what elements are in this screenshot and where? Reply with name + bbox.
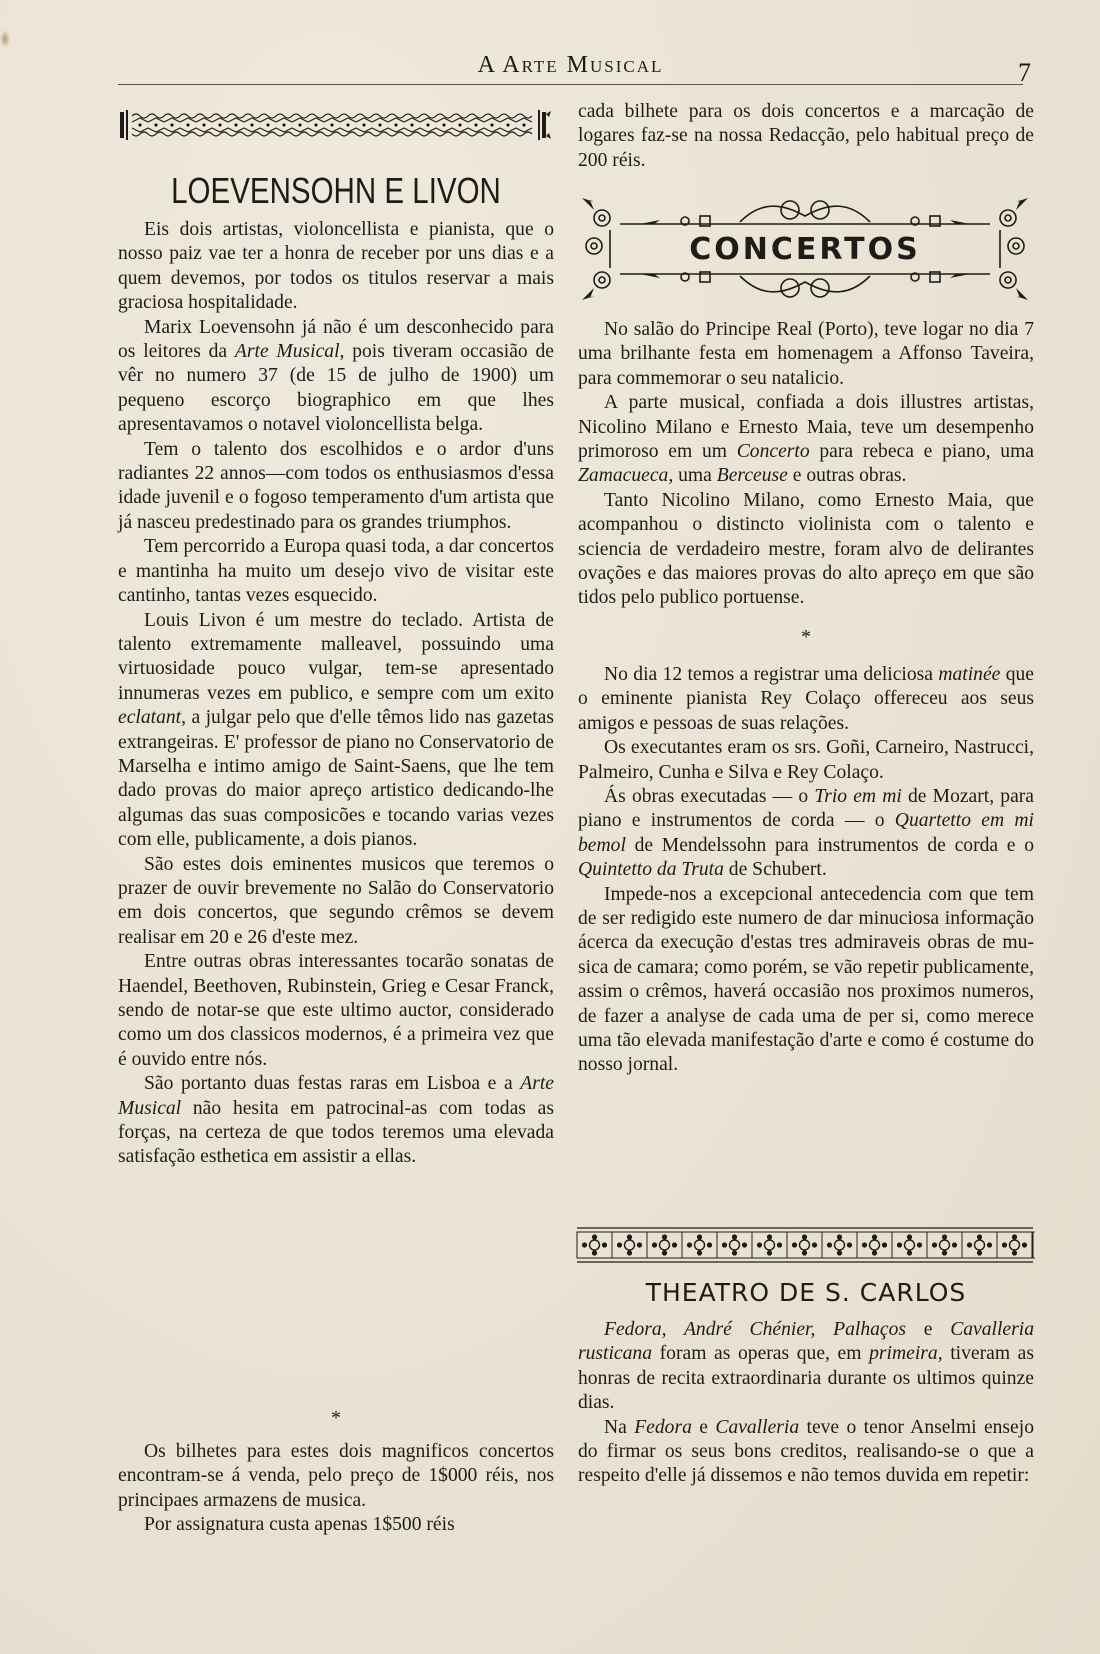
italic-title: Fedora, André Chénier, Palhaços — [604, 1319, 907, 1340]
article-headline: LOEVENSOHN E LIVON — [171, 170, 501, 211]
ornamental-band-icon — [575, 1224, 1035, 1266]
text-run: Na — [604, 1416, 635, 1438]
paragraph: Os executantes eram os srs. Goñi, Carneiro, Nastrucci, Palmeiro, Cunha e Silva e Rey Colaço. — [578, 737, 1034, 783]
italic-title: Berceuse — [716, 465, 788, 487]
article-continuation — [578, 100, 1034, 173]
text-run: São portanto duas festas raras em Lisboa e a — [144, 1073, 521, 1095]
paragraph: São estes dois eminentes musicos que teremos o prazer de ouvir brevemente no Salão do Conservatorio em dois concertos, que segundo crêmos se devem realisar em 20 e 26 d'este mez. — [118, 853, 554, 948]
paragraph: Tanto Nicolino Milano, como Ernesto Maia, que acompanhou o distincto violinista com o talento e sciencia de verdadeiro mestre, foram alvo de delirantes ovações e das maiores provas do alto apreço em que são tidos pelo publico portuense. — [578, 489, 1034, 609]
paragraph: No salão do Principe Real (Porto), teve logar no dia 7 uma brilhante festa em homenagem a Affonso Taveira, para commemorar o seu natalicio. — [578, 319, 1034, 389]
italic-title: primeira, — [869, 1343, 943, 1365]
italic-title: Zamacueca, — [578, 465, 674, 487]
paragraph — [578, 663, 1034, 736]
italic-title: Quintetto da Truta — [578, 859, 724, 881]
paragraph — [118, 609, 554, 853]
text-run: , pois tiveram occasião de vêr no numero 37 (de 15 de julho de 1900) um pequeno escorço biographico em que lhes apresentavamos o notavel violoncellista belga. — [118, 341, 554, 436]
concertos-body — [578, 318, 1034, 1078]
paragraph — [578, 785, 1034, 883]
text-run: e — [691, 1416, 716, 1438]
article-body-left — [118, 218, 554, 1170]
text-run: e outras obras. — [787, 465, 907, 487]
paper-stain — [0, 30, 10, 48]
italic-title: Trio em mi — [814, 785, 902, 807]
section-headline: THEATRO DE S. CARLOS — [645, 1278, 967, 1307]
text-run: teve o tenor Anselmi ensejo do firmar os seus bons creditos, realisando-se o que a respeito d'elle já dissemos e não temos duvida em repetir: — [578, 1416, 1034, 1487]
text-run: Ás obras executadas — o — [604, 785, 815, 807]
paragraph: cada bilhete para os dois concertos e a marcação de logares faz-se na nossa Redacção, pelo habitual preço de 200 réis. — [578, 101, 1034, 171]
paragraph: Impede-nos a excepcional antecedencia com que tem de ser redigido este numero de dar minuciosa informação ácerca da execução d'estas tres admiraveis obras de musica de camara; como porém, se vão repetir publicamente, assim o crêmos, haverá occasião nos proximos numeros, de fazer a analyse de cada uma de per si, como merece uma tão elevada manifestação d'arte e como é costume do nosso jornal. — [578, 883, 1034, 1076]
italic-title: matinée — [938, 663, 1001, 685]
text-run: tiveram as honras de recita extraordinaria durante os ultimos quinze dias. — [578, 1343, 1034, 1414]
italic-title: Quartetto em mi bemol — [578, 810, 1034, 856]
paragraph — [118, 1072, 554, 1170]
text-run: de Schubert. — [723, 859, 827, 881]
text-run: Louis Livon é um mestre do teclado. Artista de talento extremamente malleavel, possuindo uma virtuosidade pouco vulgar, tem-se apresentado innumeras vezes em publico, e sempre com um exito — [118, 609, 554, 704]
text-run: que o eminente pianista Rey Colaço offereceu aos seus amigos e pessoas de suas relações. — [578, 663, 1034, 734]
text-run: A parte musical, confiada a dois illustres artistas, Nicolino Milano e Ernesto Maia, teve um desempenho primoroso em um — [578, 392, 1034, 463]
italic-title: Arte Musical — [118, 1073, 554, 1119]
paragraph: Tem o talento dos escolhidos e o ardor d'uns radiantes 22 annos—com todos os enthusiasmos d'essa idade juvenil e o fogoso temperamento d'um artista que já nasceu predestinado para os grandes triumphos. — [118, 438, 554, 533]
text-run: não hesita em patrocinal-as com todas as forças, na certeza de que todos teremos uma elevada satisfação esthetica em assistir a ellas. — [118, 1097, 554, 1168]
paragraph — [118, 316, 554, 438]
italic-title: Cavalleria — [715, 1416, 800, 1438]
concertos-banner — [580, 196, 1030, 302]
asterisk-separator: * — [801, 625, 811, 648]
paragraph — [578, 1416, 1034, 1489]
text-run: foram as operas que, em — [652, 1343, 870, 1365]
paragraph: Entre outras obras interessantes tocarão sonatas de Haendel, Beethoven, Rubinstein, Grieg e Cesar Franck, sendo de notar-se que este ultimo auctor, considerado como um dos classicos modernos, é a primeira vez que é ouvido entre nós. — [118, 951, 554, 1070]
paragraph: Eis dois artistas, violoncellista e pianista, que o nosso paiz vae ter a honra de receber por uns dias e a quem devemos, por todos os titulos reservar a mais graciosa hospitalidade. — [118, 219, 554, 314]
text-run: Marix Loevensohn já não é um desconhecido para os leitores da — [118, 316, 554, 363]
italic-title: eclatant, — [118, 707, 187, 729]
text-run: No dia 12 temos a registrar uma deliciosa — [604, 663, 939, 685]
italic-title: Fedora — [634, 1416, 692, 1438]
paragraph — [578, 391, 1034, 489]
text-run: a julgar pelo que d'elle têmos lido nas gazetas extrangeiras. E' professor de piano no Conservatorio de Marselha e intimo amigo de Saint-Saens, que lhe tem dado provas do maior apreço artistico dedicando-lhe algumas das suas composicões e tocando varias vezes com elle, publicamente, a dois pianos. — [118, 707, 554, 851]
italic-title: Concerto — [736, 441, 810, 463]
text-run: de Mendelssohn para instrumentos de corda e o — [625, 834, 1034, 856]
ornamental-border-icon — [118, 108, 552, 142]
page-number: 7 — [1018, 58, 1031, 87]
text-run: uma — [673, 465, 717, 487]
tickets-section — [118, 1392, 554, 1538]
text-run: e — [906, 1319, 951, 1340]
paragraph — [578, 1318, 1034, 1416]
running-title: A Arte Musical — [477, 52, 664, 78]
text-run: de Mozart, para piano e instrumentos de corda — o — [578, 785, 1035, 832]
paragraph: Tem percorrido a Europa quasi toda, a dar concertos e mantinha ha muito um desejo vivo de visitar este cantinho, tantas vezes esquecido. — [118, 536, 554, 607]
italic-title: Arte Musical — [234, 341, 340, 363]
italic-title: Cavalleria rusticana — [578, 1319, 1034, 1365]
asterisk-separator: * — [331, 1407, 341, 1429]
paragraph: Os bilhetes para estes dois magnificos concertos encontram-se á venda, pelo preço de 1$000 réis, nos principaes armazens de musica. — [118, 1441, 554, 1511]
paragraph: Por assignatura custa apenas 1$500 réis — [144, 1514, 455, 1536]
section-title: CONCERTOS — [689, 232, 921, 267]
running-header — [118, 48, 1031, 87]
text-run: para rebeca e piano, uma — [809, 441, 1035, 463]
theatro-body — [578, 1318, 1034, 1489]
